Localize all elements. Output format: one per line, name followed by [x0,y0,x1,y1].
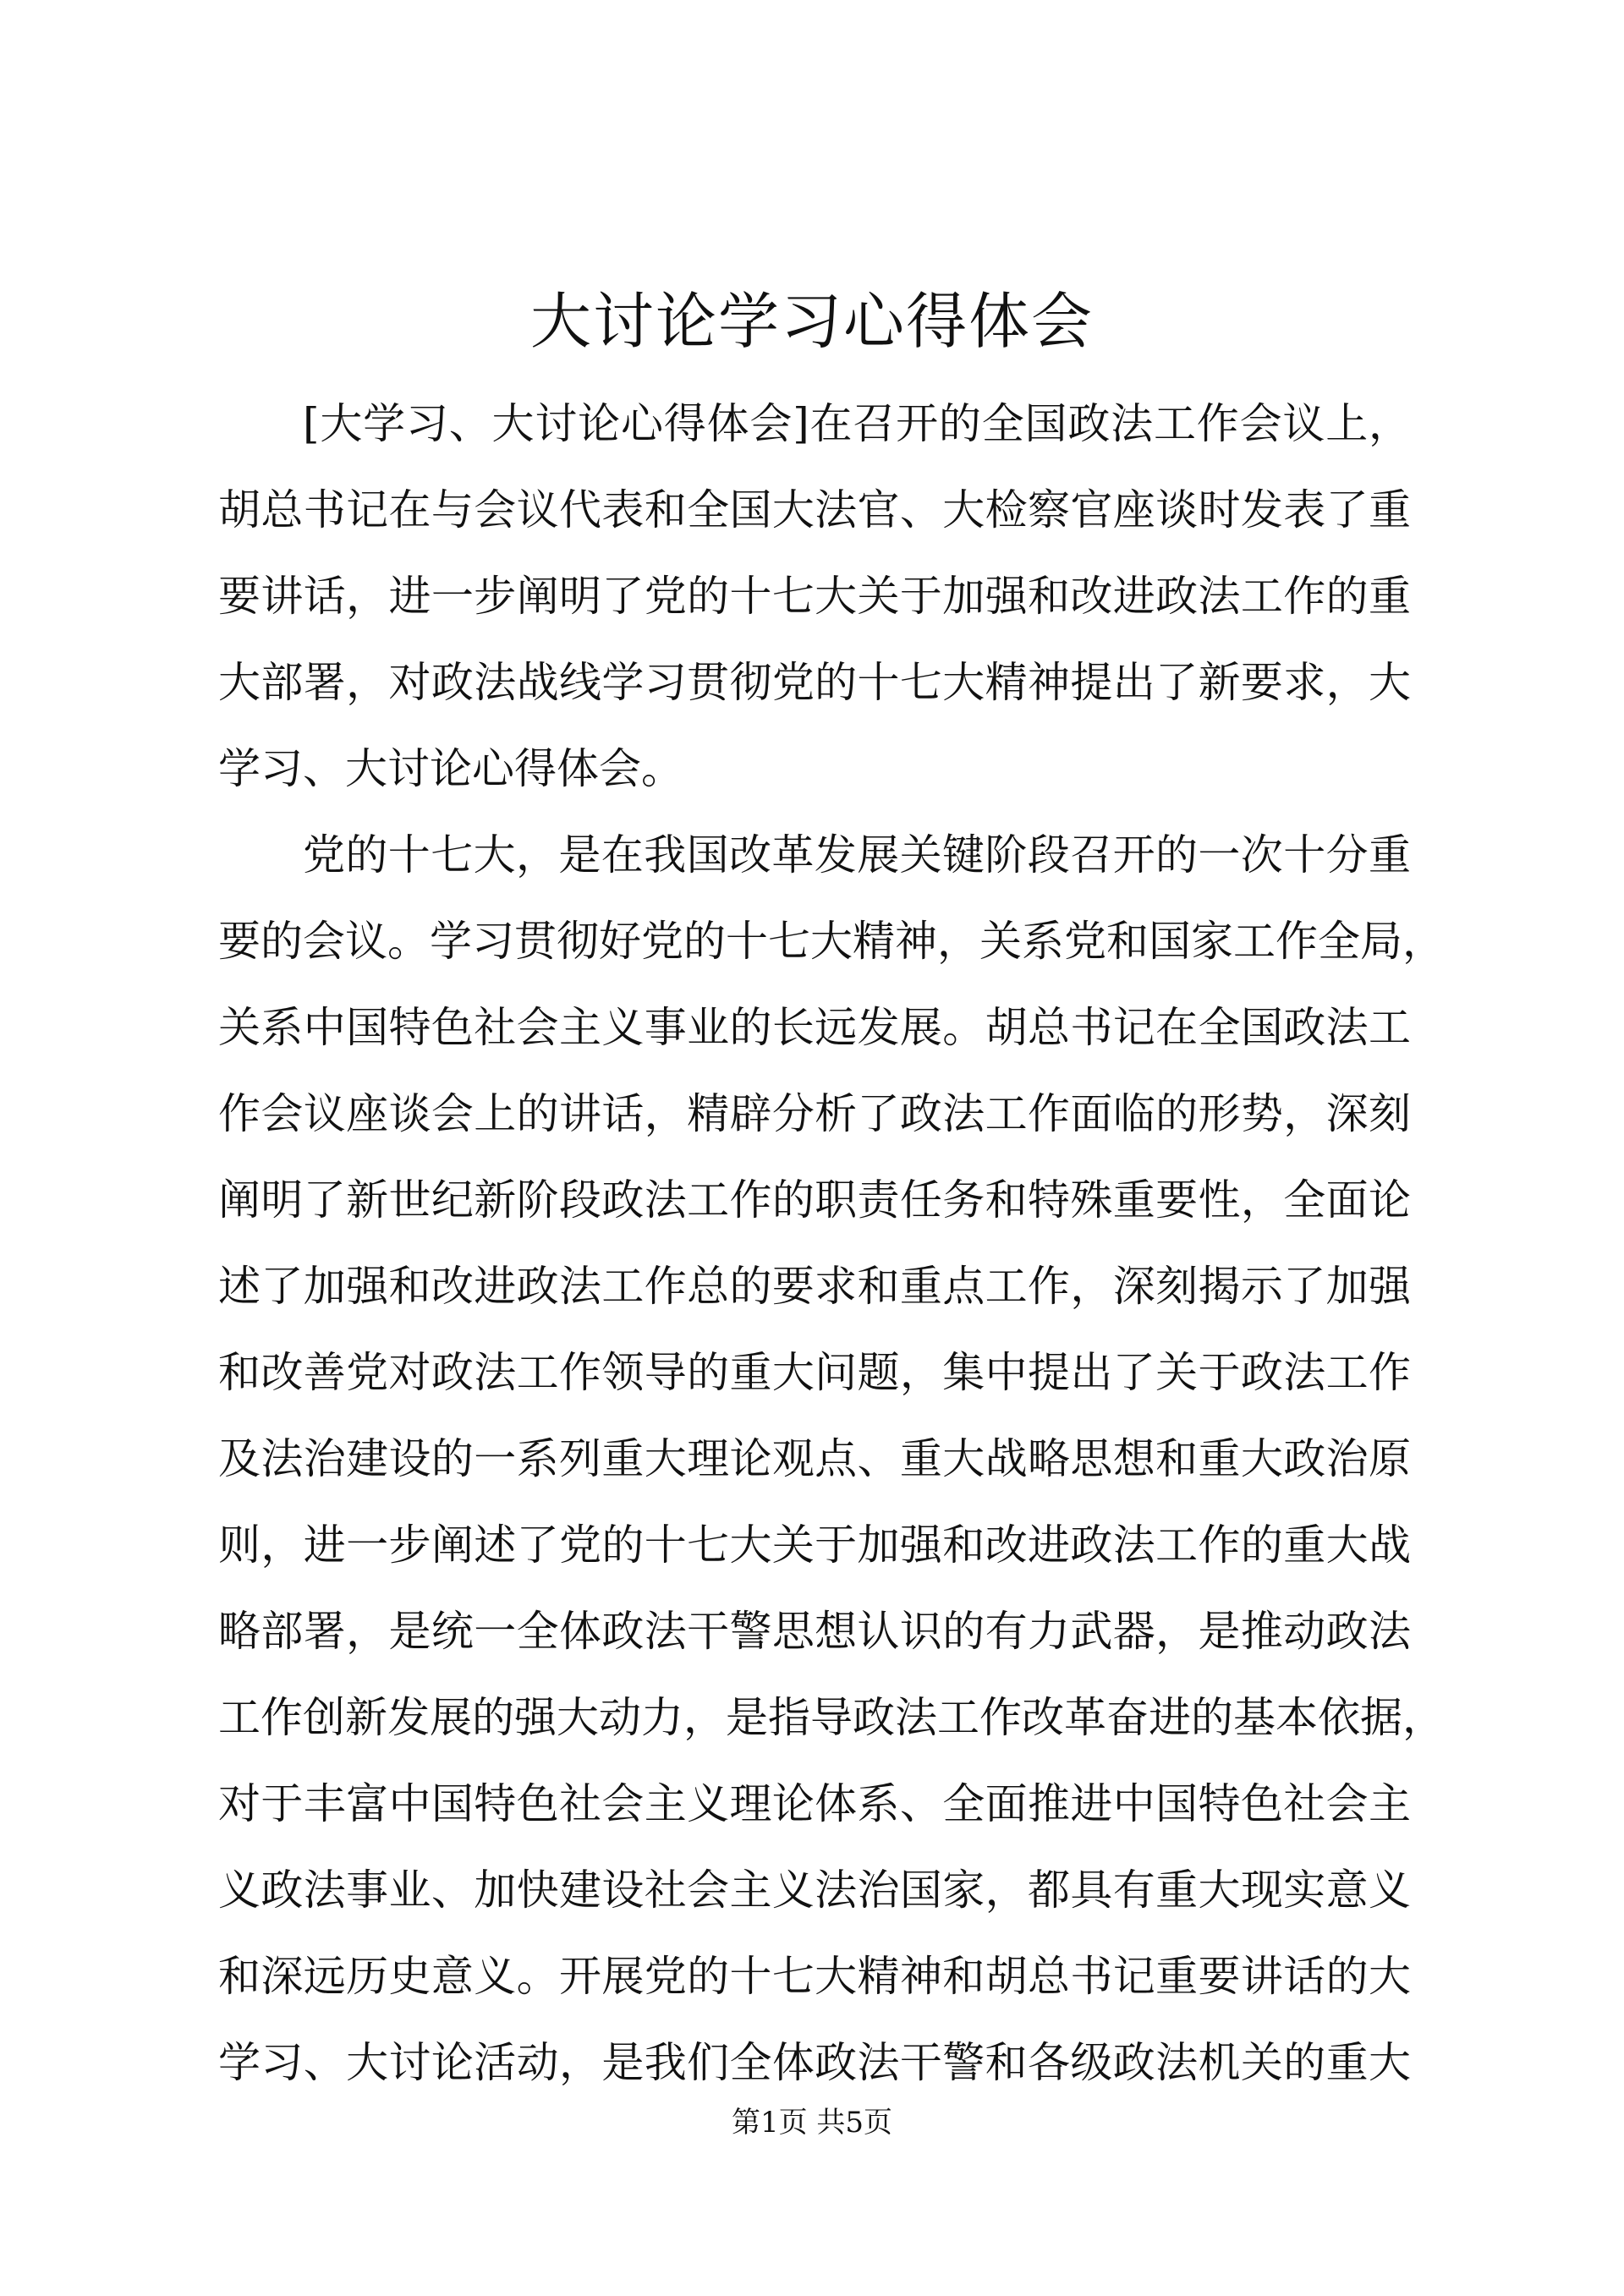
text-line: 述了加强和改进政法工作总的要求和重点工作，深刻揭示了加强 [218,1262,1411,1311]
document-body [218,381,1445,2106]
text-line: 大部署，对政法战线学习贯彻党的十七大精神提出了新要求，大 [218,658,1411,707]
text-line: 要的会议。学习贯彻好党的十七大精神，关系党和国家工作全局， [218,917,1445,966]
page-number-footer: 第1页 共5页 [731,2106,893,2140]
text-line: 对于丰富中国特色社会主义理论体系、全面推进中国特色社会主 [218,1779,1411,1828]
text-line: 学习、大讨论活动，是我们全体政法干警和各级政法机关的重大 [218,2038,1411,2087]
text-line: 关系中国特色社会主义事业的长远发展。胡总书记在全国政法工 [218,1003,1411,1052]
text-line: 工作创新发展的强大动力，是指导政法工作改革奋进的基本依据， [218,1693,1445,1742]
paragraph-1 [218,381,1411,812]
paragraph-2 [218,812,1445,2106]
text-line: 要讲话，进一步阐明了党的十七大关于加强和改进政法工作的重 [218,572,1411,621]
document-title: 大讨论学习心得体会 [529,286,1094,357]
text-line: 和深远历史意义。开展党的十七大精神和胡总书记重要讲话的大 [218,1952,1411,2001]
text-line: 和改善党对政法工作领导的重大问题，集中提出了关于政法工作 [218,1348,1411,1397]
text-line: 阐明了新世纪新阶段政法工作的职责任务和特殊重要性，全面论 [218,1175,1411,1225]
text-line: 党的十七大，是在我国改革发展关键阶段召开的一次十分重 [303,830,1411,879]
text-line: 及法治建设的一系列重大理论观点、重大战略思想和重大政治原 [218,1434,1411,1483]
text-line: 学习、大讨论心得体会。 [218,744,683,793]
text-line: 义政法事业、加快建设社会主义法治国家，都具有重大现实意义 [218,1866,1411,1915]
text-line: 作会议座谈会上的讲话，精辟分析了政法工作面临的形势，深刻 [218,1089,1411,1138]
text-line: 胡总书记在与会议代表和全国大法官、大检察官座谈时发表了重 [218,485,1411,534]
text-line: [大学习、大讨论心得体会]在召开的全国政法工作会议上， [303,399,1411,448]
text-line: 略部署，是统一全体政法干警思想认识的有力武器，是推动政法 [218,1607,1411,1656]
text-line: 则，进一步阐述了党的十七大关于加强和改进政法工作的重大战 [218,1521,1411,1570]
